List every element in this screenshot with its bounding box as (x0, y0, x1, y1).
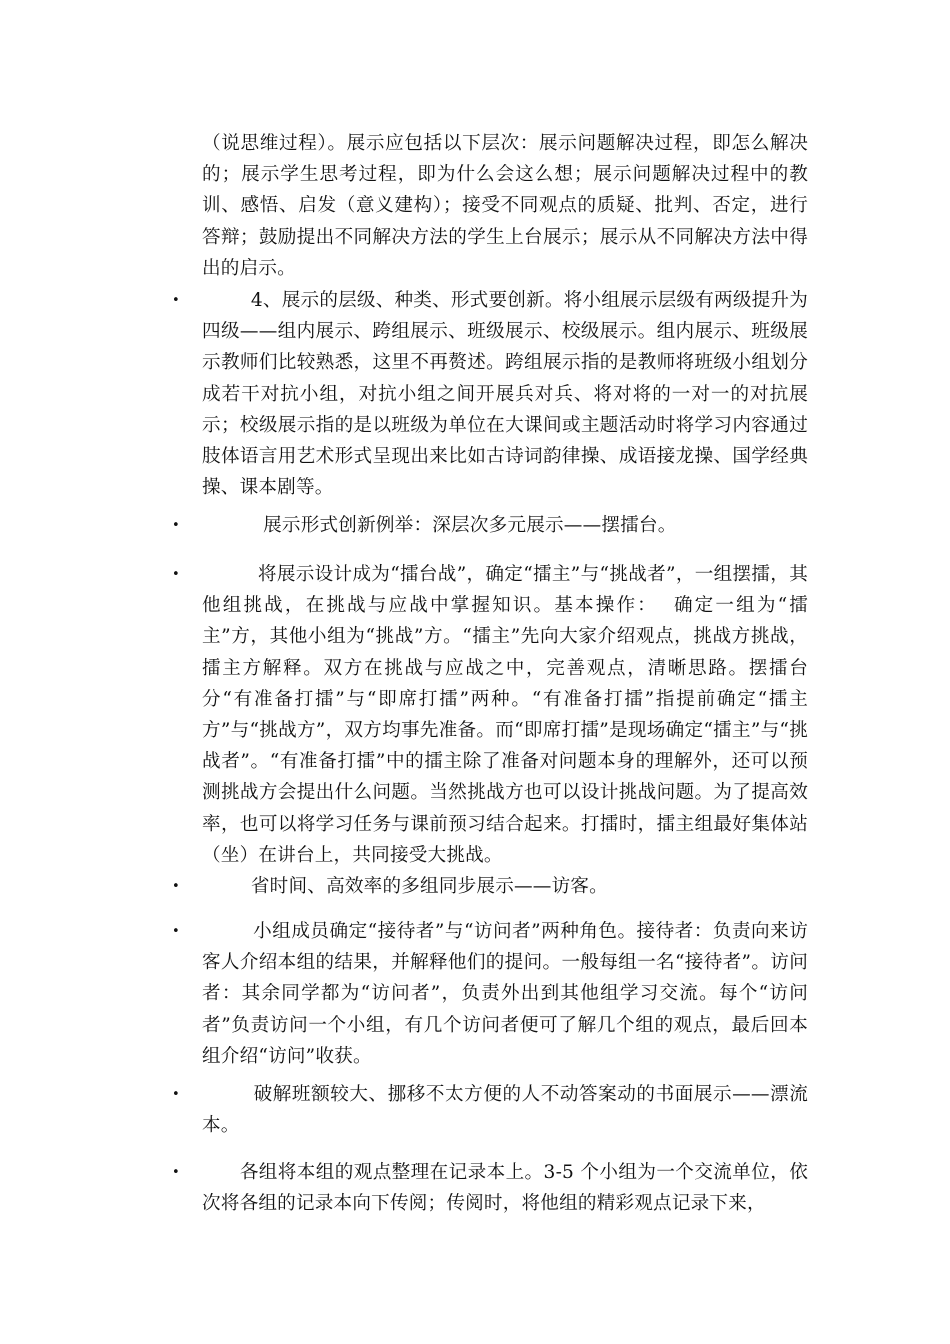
paragraph-3: 展示形式创新例举：深层次多元展示——摆擂台。 (202, 515, 677, 536)
bullet-4: • (172, 567, 180, 582)
bullet-2: • (172, 293, 180, 308)
bullet-8: • (172, 1165, 180, 1180)
bullet-3: • (172, 518, 180, 533)
bullet-5: • (172, 879, 180, 894)
paragraph-4: 将展示设计成为“擂台战”，确定“擂主”与“挑战者”，一组摆擂，其他组挑战，在挑战与应战中掌握知识。基本操作： 确定一组为“擂主”方，其他小组为“挑战”方。“擂主”先向大家介绍观点，挑战方挑战，擂主方解释。双方在挑战与应战之中，完善观点，清晰思路。摆擂台分“有准备打擂”与“即席打擂”两种。“有准备打擂”指提前确定“擂主方”与“挑战方”，双方均事先准备。而“即席打擂”是现场确定“擂主”与“挑战者”。“有准备打擂”中的擂主除了准备对问题本身的理解外，还可以预测挑战方会提出什么问题。当然挑战方也可以设计挑战问题。为了提高效率，也可以将学习任务与课前预习结合起来。打擂时，擂主组最好集体站（坐）在讲台上，共同接受大挑战。 (202, 564, 808, 866)
paragraph-5: 省时间、高效率的多组同步展示——访客。 (202, 876, 608, 897)
paragraph-8: 各组将本组的观点整理在记录本上。3-5 个小组为一个交流单位，依次将各组的记录本向下传阅；传阅时，将他组的精彩观点记录下来， (202, 1162, 808, 1215)
bullet-6: • (172, 924, 180, 939)
paragraph-2: 4、展示的层级、种类、形式要创新。将小组展示层级有两级提升为四级——组内展示、跨组展示、班级展示、校级展示。组内展示、班级展示教师们比较熟悉，这里不再赘述。跨组展示指的是教师将班级小组划分成若干对抗小组，对抗小组之间开展兵对兵、将对将的一对一的对抗展示；校级展示指的是以班级为单位在大课间或主题活动时将学习内容通过肢体语言用艺术形式呈现出来比如古诗词韵律操、成语接龙操、国学经典操、课本剧等。 (202, 290, 808, 499)
paragraph-6: 小组成员确定“接待者”与“访问者”两种角色。接待者：负责向来访客人介绍本组的结果，并解释他们的提问。一般每组一名“接待者”。访问者：其余同学都为“访问者”，负责外出到其他组学习交流。每个“访问者”负责访问一个小组，有几个访问者便可了解几个组的观点，最后回本组介绍“访问”收获。 (202, 921, 808, 1067)
paragraph-1: （说思维过程）。展示应包括以下层次：展示问题解决过程，即怎么解决的；展示学生思考过程，即为什么会这么想；展示问题解决过程中的教训、感悟、启发（意义建构）；接受不同观点的质疑、批判、否定，进行答辩；鼓励提出不同解决方法的学生上台展示；展示从不同解决方法中得出的启示。 (202, 133, 808, 279)
paragraph-7: 破解班额较大、挪移不太方便的人不动答案动的书面展示——漂流本。 (202, 1084, 808, 1137)
bullet-7: • (172, 1087, 180, 1102)
